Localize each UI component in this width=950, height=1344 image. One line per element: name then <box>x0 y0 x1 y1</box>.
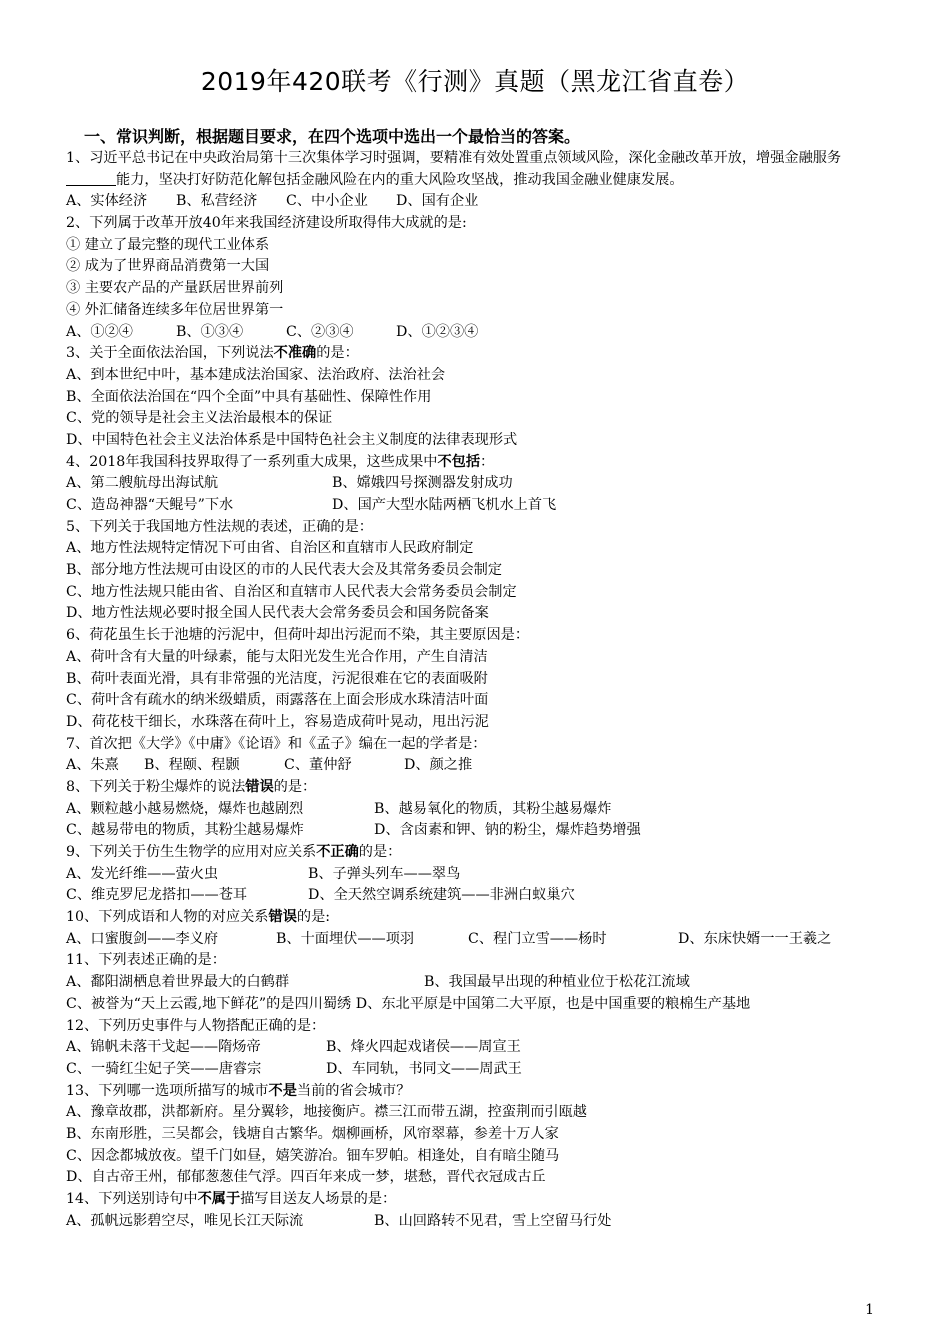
question-4-stem: 4、2018年我国科技界取得了一系列重大成果，这些成果中不包括： <box>66 453 495 470</box>
question-12-options-row2 <box>66 1059 886 1081</box>
option: A、发光纤维——萤火虫 <box>66 865 219 882</box>
option: A、地方性法规特定情况下可由省、自治区和直辖市人民政府制定 <box>66 540 474 557</box>
question-7-stem: 7、首次把《大学》《中庸》《论语》和《孟子》编在一起的学者是： <box>66 735 487 752</box>
question-list <box>66 148 886 1232</box>
option: A、到本世纪中叶，基本建成法治国家、法治政府、法治社会 <box>66 366 446 383</box>
option: B、烽火四起戏诸侯——周宣王 <box>326 1039 521 1056</box>
question-5-stem: 5、下列关于我国地方性法规的表述，正确的是： <box>66 518 373 535</box>
question-11-options-row1 <box>66 972 886 994</box>
option: B、嫦娥四号探测器发射成功 <box>332 475 513 492</box>
question-2-stem: 2、下列属于改革开放40年来我国经济建设所取得伟大成就的是: <box>66 215 467 232</box>
option: B、程颐、程颢 <box>144 757 240 774</box>
option: C、程门立雪——杨时 <box>468 930 607 947</box>
option: D、地方性法规必要时报全国人民代表大会常务委员会和国务院备案 <box>66 605 489 622</box>
question-9-options-row2 <box>66 885 886 907</box>
list-item: ① 建立了最完整的现代工业体系 <box>66 236 270 253</box>
question-9-stem: 9、下列关于仿生生物学的应用对应关系不正确的是： <box>66 844 402 861</box>
question-7-options <box>66 755 886 777</box>
option: A、第二艘航母出海试航 <box>66 475 219 492</box>
emphasis: 错误 <box>268 909 297 926</box>
question-11-options-row2 <box>66 994 886 1016</box>
option: A、荷叶含有大量的叶绿素，能与太阳光发生光合作用，产生自清洁 <box>66 648 488 665</box>
option: C、党的领导是社会主义法治最根本的保证 <box>66 410 333 427</box>
question-14-stem: 14、下列送别诗句中不属于描写目送友人场景的是： <box>66 1191 397 1208</box>
list-item: ④ 外汇储备连续多年位居世界第一 <box>66 301 284 318</box>
question-11-stem: 11、下列表述正确的是： <box>66 952 226 969</box>
option: C、越易带电的物质，其粉尘越易爆炸 <box>66 822 304 839</box>
emphasis: 错误 <box>245 778 274 795</box>
option: B、山回路转不见君，雪上空留马行处 <box>374 1212 612 1229</box>
question-8-stem: 8、下列关于粉尘爆炸的说法错误的是： <box>66 778 317 795</box>
option: C、一骑红尘妃子笑——唐睿宗 <box>66 1060 262 1077</box>
option: D、国有企业 <box>396 193 479 210</box>
option: A、锦帆未落干戈起——隋炀帝 <box>66 1039 261 1056</box>
option: D、车同轨，书同文——周武王 <box>326 1060 522 1077</box>
option: B、子弹头列车——翠鸟 <box>308 865 461 882</box>
emphasis: 不是 <box>268 1082 297 1099</box>
question-10-options <box>66 929 886 951</box>
option: C、造岛神器“天鲲号”下水 <box>66 497 234 514</box>
option: B、①③④ <box>176 323 244 340</box>
option: C、被誉为“天上云霞,地下鲜花”的是四川蜀绣 <box>66 995 352 1012</box>
question-8-options-row1 <box>66 799 886 821</box>
question-3-stem: 3、关于全面依法治国，下列说法不准确的是： <box>66 345 359 362</box>
option: B、荷叶表面光滑，具有非常强的光洁度，污泥很难在它的表面吸附 <box>66 670 488 687</box>
option: A、朱熹 <box>66 757 119 774</box>
option: A、①②④ <box>66 323 133 340</box>
emphasis: 不属于 <box>197 1191 241 1208</box>
option: D、含卤素和钾、钠的粉尘，爆炸趋势增强 <box>374 822 641 839</box>
option: B、越易氧化的物质，其粉尘越易爆炸 <box>374 800 612 817</box>
option: C、中小企业 <box>286 193 368 210</box>
option: B、私营经济 <box>176 193 258 210</box>
option: D、全天然空调系统建筑——非洲白蚁巢穴 <box>308 887 575 904</box>
question-1-options <box>66 191 886 213</box>
option: D、东床快婿一一王羲之 <box>678 930 832 947</box>
emphasis: 不包括 <box>437 453 481 470</box>
question-2-options <box>66 322 886 344</box>
option: A、孤帆远影碧空尽，唯见长江天际流 <box>66 1212 304 1229</box>
option: A、豫章故郡，洪都新府。星分翼轸，地接衡庐。襟三江而带五湖，控蛮荆而引瓯越 <box>66 1104 587 1121</box>
option: B、部分地方性法规可由设区的市的人民代表大会及其常务委员会制定 <box>66 562 503 579</box>
question-9-options-row1 <box>66 864 886 886</box>
option: D、颜之推 <box>404 757 473 774</box>
option: C、地方性法规只能由省、自治区和直辖市人民代表大会常务委员会制定 <box>66 583 517 600</box>
option: A、颗粒越小越易燃烧，爆炸也越剧烈 <box>66 800 304 817</box>
answer-blank <box>66 171 116 186</box>
question-13-stem: 13、下列哪一选项所描写的城市不是当前的省会城市？ <box>66 1082 411 1099</box>
list-item: ② 成为了世界商品消费第一大国 <box>66 258 270 275</box>
option: C、维克罗尼龙搭扣——苍耳 <box>66 887 248 904</box>
question-4-options-row2 <box>66 495 886 517</box>
option: D、中国特色社会主义法治体系是中国特色社会主义制度的法律表现形式 <box>66 431 518 448</box>
question-12-stem: 12、下列历史事件与人物搭配正确的是： <box>66 1017 326 1034</box>
question-8-options-row2 <box>66 820 886 842</box>
option: B、东南形胜，三吴都会，钱塘自古繁华。烟柳画桥，风帘翠幕，参差十万人家 <box>66 1125 559 1142</box>
question-6-stem: 6、荷花虽生长于池塘的污泥中，但荷叶却出污泥而不染，其主要原因是： <box>66 627 530 644</box>
emphasis: 不正确 <box>316 844 359 861</box>
option: C、因念都城放夜。望千门如昼，嬉笑游冶。钿车罗帕。相逢处，自有暗尘随马 <box>66 1147 560 1164</box>
option: D、①②③④ <box>396 323 479 340</box>
option: A、实体经济 <box>66 193 148 210</box>
question-10-stem: 10、下列成语和人物的对应关系错误的是: <box>66 909 331 926</box>
list-item: ③ 主要农产品的产量跃居世界前列 <box>66 280 284 297</box>
option: B、十面埋伏——项羽 <box>276 930 415 947</box>
question-14-options <box>66 1211 886 1233</box>
question-1-stem: 1、习近平总书记在中央政治局第十三次集体学习时强调，要精准有效处置重点领域风险，深化金融改革开放，增强金融服务能力，坚决打好防范化解包括金融风险在内的重大风险攻坚战，推动我国金融业健康发展。 <box>66 150 842 188</box>
page-title: 2019年420联考《行测》真题（黑龙江省直卷） <box>200 67 750 96</box>
option: C、②③④ <box>286 323 354 340</box>
option: C、荷叶含有疏水的纳米级蜡质，雨露落在上面会形成水珠清洁叶面 <box>66 692 489 709</box>
question-4-options-row1 <box>66 473 886 495</box>
emphasis: 不准确 <box>273 345 317 362</box>
question-12-options-row1 <box>66 1037 886 1059</box>
option: D、东北平原是中国第二大平原，也是中国重要的粮棉生产基地 <box>355 995 751 1012</box>
option: D、国产大型水陆两栖飞机水上首飞 <box>332 497 557 514</box>
option: D、自古帝王州，郁郁葱葱佳气浮。四百年来成一梦，堪愁，晋代衣冠成古丘 <box>66 1169 546 1186</box>
page-number: 1 <box>865 1302 874 1318</box>
option: B、全面依法治国在“四个全面”中具有基础性、保障性作用 <box>66 388 432 405</box>
section-heading: 一、常识判断，根据题目要求，在四个选项中选出一个最恰当的答案。 <box>84 127 581 146</box>
option: C、董仲舒 <box>284 757 352 774</box>
option: D、荷花枝干细长，水珠落在荷叶上，容易造成荷叶晃动，甩出污泥 <box>66 713 489 730</box>
option: A、口蜜腹剑——李义府 <box>66 930 219 947</box>
option: A、鄱阳湖栖息着世界最大的白鹤群 <box>66 974 290 991</box>
option: B、我国最早出现的种植业位于松花江流域 <box>424 974 690 991</box>
